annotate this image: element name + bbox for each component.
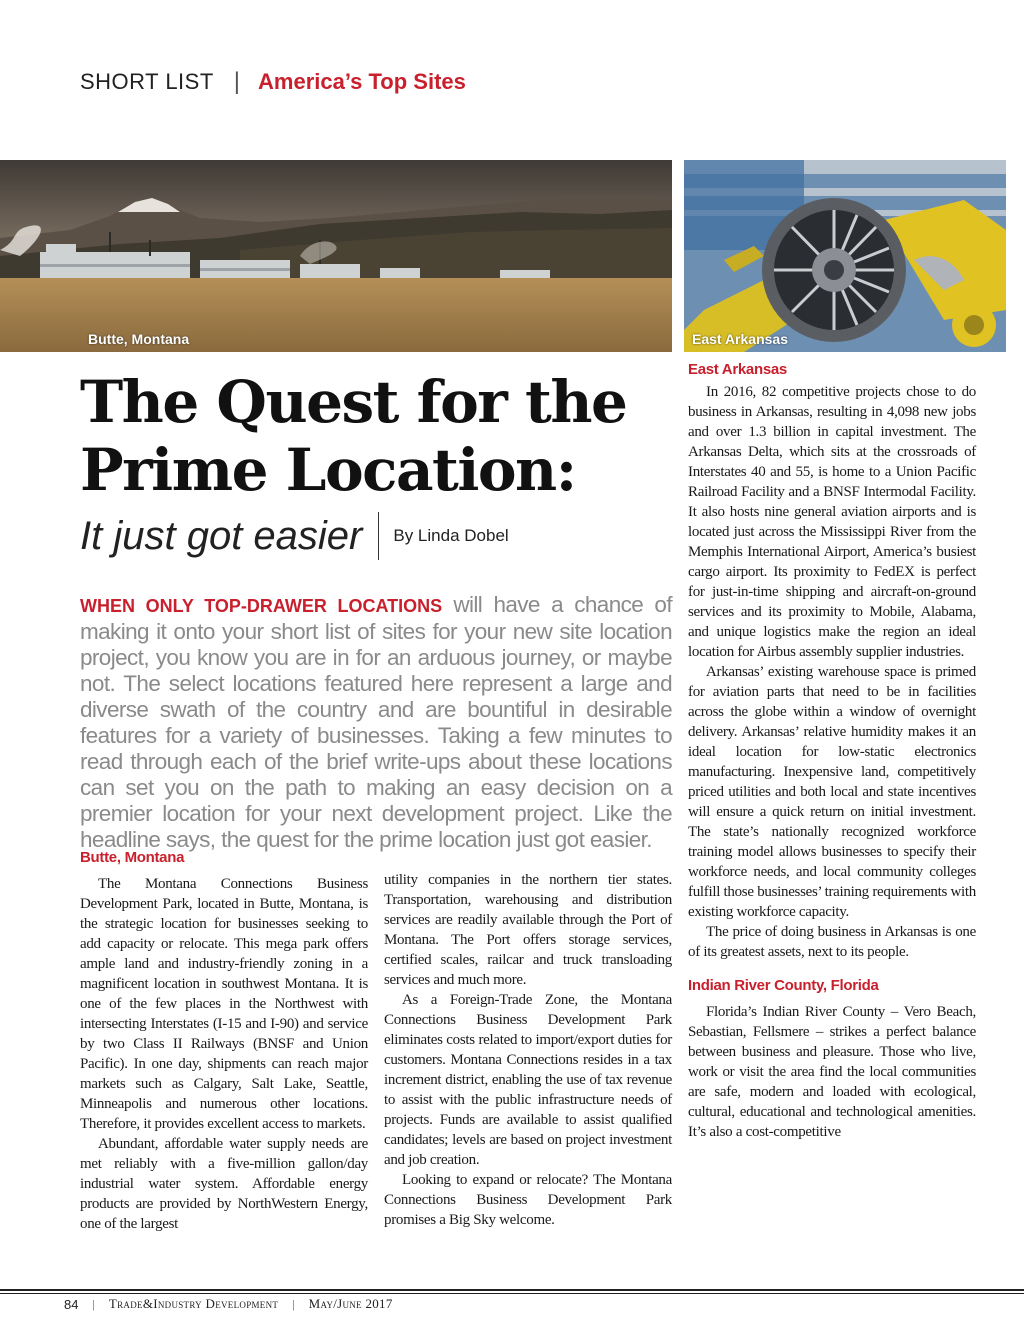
butte-heading: Butte, Montana <box>80 849 185 866</box>
arkansas-paragraph-3: The price of doing business in Arkansas is one of its greatest assets, next to its people. <box>688 924 976 960</box>
intro-paragraph <box>80 592 672 853</box>
indian-river-paragraph-1: Florida’s Indian River County – Vero Beach, Sebastian, Fellsmere – strikes a perfect balance between business and pleasure. Those who live, work or visit the area find the local communities are safe, modern and loaded with ecological, cultural, educational and technological amenities. It’s also a cost-competitive <box>688 1004 976 1140</box>
footer-rule <box>0 1289 1024 1291</box>
arkansas-paragraph-1: In 2016, 82 competitive projects chose to do business in Arkansas, resulting in 4,098 new jobs and over 1.3 billion in capital investment. The Arkansas Delta, which sits at the crossroads of Interstates 40 and 55, is home to a Union Pacific Railroad Facility and a BNSF Intermodal Facility. It also hosts nine general aviation airports and is located just across the Mississippi River from the Memphis International Airport, America’s busiest cargo airport. Its proximity to FedEX is perfect for just-in-time shipping and aircraft-on-ground services and its proximity to Mobile, Alabama, and unique logistics make the region an ideal location for Airbus assembly supplier industries. <box>688 384 976 660</box>
series-title: America’s Top Sites <box>258 69 466 94</box>
butte-paragraph-4: As a Foreign-Trade Zone, the Montana Connections Business Development Park eliminates costs related to import/export duties for customers. Montana Connections resides in a tax increment district, enabling the use of tax revenue to assist with the public infrastructure needs of projects. Funds are available to assist qualified candidates; levels are based on project investment and job creation. <box>384 992 672 1168</box>
page-number: 84 <box>64 1296 79 1312</box>
main-photo-caption: Butte, Montana <box>88 331 190 347</box>
section-spacer <box>688 962 976 976</box>
footer-separator-1: | <box>92 1296 95 1311</box>
butte-montana-photo <box>0 160 672 352</box>
footer-separator-2: | <box>292 1296 295 1311</box>
arkansas-heading: East Arkansas <box>688 361 787 378</box>
header-separator: | <box>233 68 241 95</box>
column-3 <box>688 360 976 1142</box>
butte-paragraph-3: utility companies in the northern tier states. Transportation, warehousing and distribution services are readily available through the Port of Montana. The Port offers storage services, certified scales, railcar and truck transloading services and much more. <box>384 872 672 988</box>
magazine-name: Trade&Industry Development <box>108 1296 279 1311</box>
column-2 <box>384 870 672 1230</box>
intro-text: will have a chance of making it onto your short list of sites for your new site location project, you know you are in for an arduous journey, or maybe not. The select locations featured here represent a large and diverse swath of the country and are bountiful in desirable features for a variety of businesses. Taking a few minutes to read through each of the brief write-ups about these locations can set you on the path to making an easy decision on a premier location for your next development project. Like the headline says, the quest for the prime location just got easier. <box>80 592 672 852</box>
headline-line-1: The Quest for the <box>80 368 627 436</box>
subheadline: It just got easier <box>80 513 363 558</box>
butte-paragraph-5: Looking to expand or relocate? The Montana Connections Business Development Park promises a Big Sky welcome. <box>384 1172 672 1228</box>
section-label: SHORT LIST <box>80 69 214 94</box>
byline: By Linda Dobel <box>393 526 509 545</box>
intro-lead: WHEN ONLY TOP-DRAWER LOCATIONS <box>80 596 443 616</box>
column-1 <box>80 848 368 1234</box>
article-headline <box>80 368 680 504</box>
butte-paragraph-2: Abundant, affordable water supply needs are met reliably with a five-million gallon/day industrial water system. Affordable energy products are provided by NorthWestern Energy, one of the largest <box>80 1136 368 1232</box>
page-footer <box>64 1296 393 1312</box>
section-header <box>80 66 466 98</box>
issue-date: May/June 2017 <box>308 1296 393 1311</box>
east-arkansas-photo <box>684 160 1006 352</box>
arkansas-paragraph-2: Arkansas’ existing warehouse space is primed for aviation parts that need to be in facilities across the globe within a window of overnight delivery. Arkansas’ relative humidity makes it an ideal location for low-static electronics manufacturing. Inexpensive land, competitively priced utilities and both local and state incentives will ensure a quick return on initial investment. The state’s nationally recognized workforce training model allows businesses to specify their workforce needs, and local community colleges fulfill those businesses’ training requirements with existing workforce capacity. <box>688 664 976 920</box>
headline-line-2: Prime Location: <box>80 436 576 504</box>
footer-rule-thin <box>0 1293 1024 1294</box>
subheadline-row <box>80 512 509 560</box>
butte-paragraph-1: The Montana Connections Business Development Park, located in Butte, Montana, is the strategic location for businesses seeking to add capacity or relocate. This mega park offers ample land and industry-friendly zoning in a magnificent location in southwest Montana. It is one of the few places in the Northwest with intersecting Interstates (I-15 and I-90) and service by two Class II Railways (BNSF and Union Pacific). In one day, shipments can reach major markets such as Calgary, Salt Lake, Seattle, Minneapolis and numerous other locations. Therefore, it provides excellent access to markets. <box>80 876 368 1132</box>
side-photo-caption: East Arkansas <box>692 331 788 347</box>
indian-river-heading: Indian River County, Florida <box>688 977 879 994</box>
byline-divider <box>378 512 379 560</box>
